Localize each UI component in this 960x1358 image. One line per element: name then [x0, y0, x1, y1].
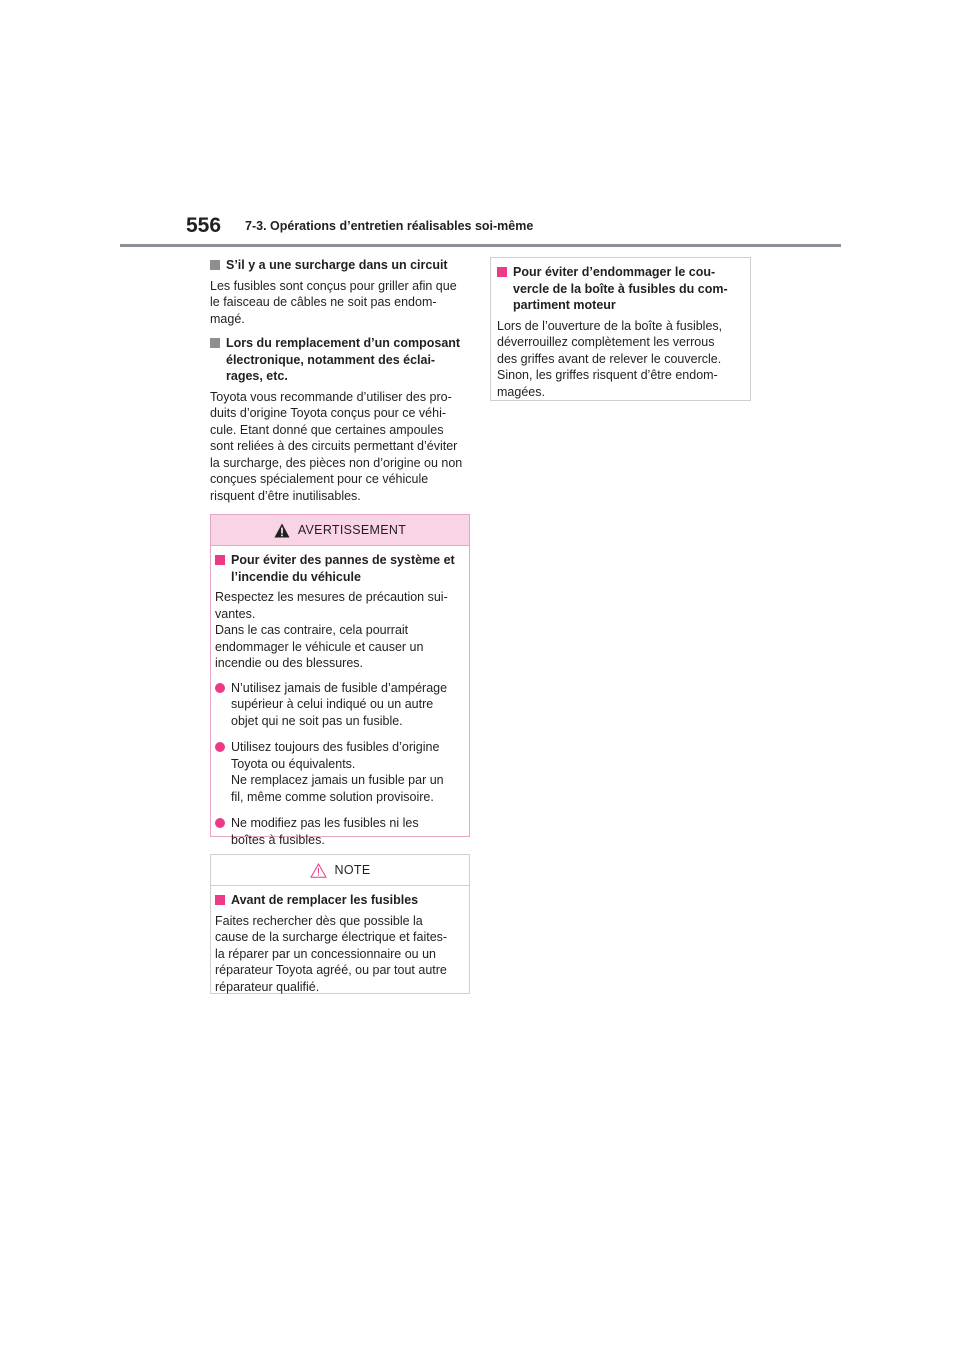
chapter-title: 7-3. Opérations d’entretien réalisables soi-même	[245, 219, 534, 233]
warning-box	[210, 514, 470, 847]
list-item	[215, 739, 465, 805]
pink-square-bullet-icon	[497, 267, 507, 277]
list-item-text: Utilisez toujours des fusibles d’origine Toyota ou équivalents. Ne remplacez jamais un fusible par un fil, même comme solution provisoire.	[231, 740, 444, 804]
list-item	[215, 815, 465, 848]
note-body: Faites rechercher dès que possible la cause de la surcharge électrique et faites- la réparer par un concessionnaire ou un réparateur Toyota agréé, ou par tout autre réparateur qualifié.	[215, 913, 448, 994]
tip-heading	[497, 264, 744, 314]
warning-triangle-icon	[274, 523, 290, 538]
note-box-header	[211, 855, 469, 886]
warning-body: Respectez les mesures de précaution sui- vantes. Dans le cas contraire, cela pourrait endommager le véhicule et causer un incendie ou des blessures.	[215, 590, 448, 670]
section-heading	[210, 257, 466, 274]
page-number: 556	[186, 214, 222, 237]
list-item-text: Ne modifiez pas les fusibles ni les boîtes à fusibles.	[231, 816, 419, 847]
section-title: Lors du remplacement d’un composant électronique, notamment des éclai-rages, etc.	[226, 336, 461, 383]
list-item-text: N’utilisez jamais de fusible d’ampérage supérieur à celui indiqué ou un autre objet qui ne soit pas un fusible.	[231, 680, 448, 728]
note-title: Avant de remplacer les fusibles	[231, 893, 419, 907]
warning-label: AVERTISSEMENT	[297, 522, 407, 537]
pink-dot-bullet-icon	[215, 742, 225, 752]
left-column	[210, 257, 466, 512]
pink-square-bullet-icon	[215, 895, 225, 905]
engine-fuse-box-tip	[490, 257, 751, 401]
gray-square-bullet-icon	[210, 338, 220, 348]
section-body: Toyota vous recommande d’utiliser des pro- duits d’origine Toyota conçus pour ce véhi- cule. Etant donné que certaines ampoules sont reliées à des circuits permettant d’éviter la surcharge, des pièces non d’origine ou non conçues spécialement pour ce véhicule risquent d’être inutilisables.	[210, 389, 463, 503]
pink-square-bullet-icon	[215, 555, 225, 565]
note-label: NOTE	[334, 862, 371, 877]
header-divider	[120, 244, 841, 247]
tip-text: Lors de l’ouverture de la boîte à fusibles, déverrouillez complètement les verrous des griffes avant de relever le couvercle. Sinon, les griffes risquent d’être endom- magées.	[497, 318, 723, 399]
pink-dot-bullet-icon	[215, 683, 225, 693]
note-box	[210, 854, 470, 994]
note-heading	[215, 892, 465, 909]
gray-square-bullet-icon	[210, 260, 220, 270]
caution-triangle-icon	[310, 863, 327, 878]
list-item	[215, 680, 465, 730]
section-heading	[210, 335, 466, 385]
note-box-body	[211, 886, 469, 995]
warning-heading	[215, 552, 465, 585]
section-title: S’il y a une surcharge dans un circuit	[226, 258, 448, 272]
pink-dot-bullet-icon	[215, 818, 225, 828]
tip-title: Pour éviter d’endommager le cou-vercle de la boîte à fusibles du com-partiment moteur	[513, 265, 728, 312]
warning-box-body	[211, 546, 469, 848]
tip-body	[491, 258, 750, 400]
warning-box-header	[211, 515, 469, 546]
warning-title: Pour éviter des pannes de système et l’incendie du véhicule	[231, 553, 455, 584]
section-body: Les fusibles sont conçus pour griller afin que le faisceau de câbles ne soit pas endom- magé.	[210, 278, 457, 326]
